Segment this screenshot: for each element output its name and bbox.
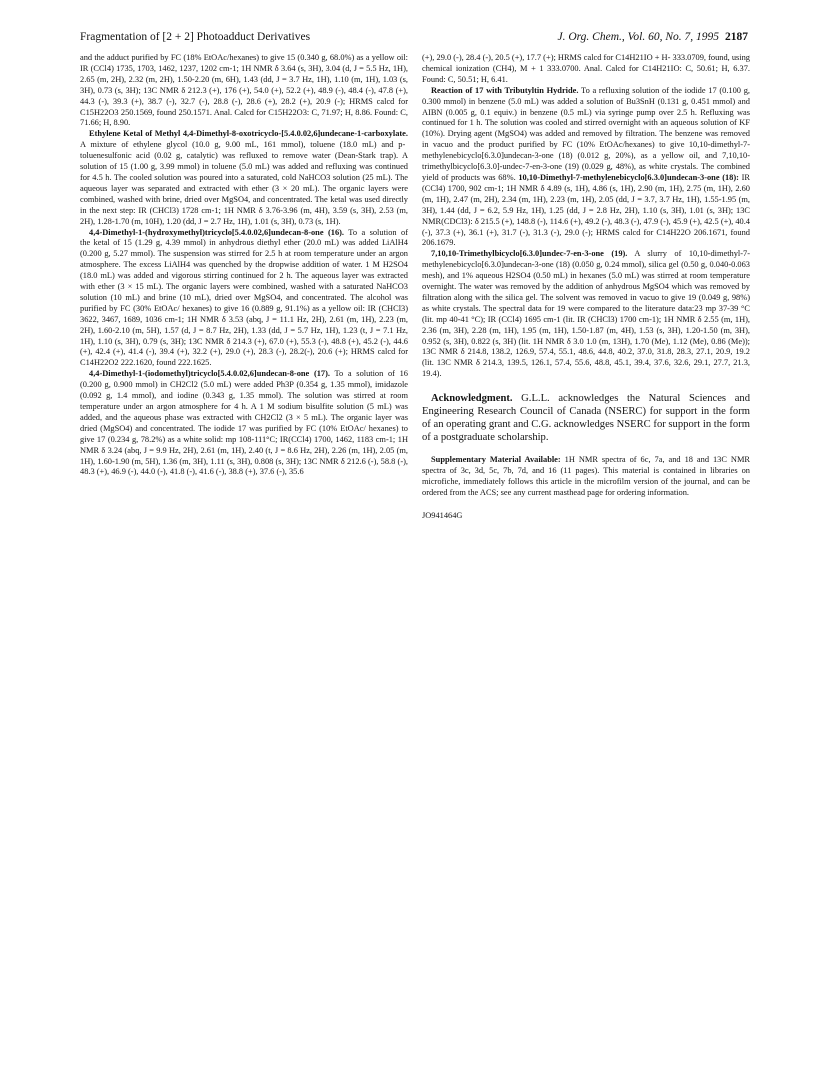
- document-id: JO941464G: [422, 510, 463, 520]
- supplementary-material: [422, 455, 750, 499]
- procedure-text: A slurry of 10,10-dimethyl-7-methylenebicyclo[6.3.0]undecan-3-one (18) (0.050 g, 0.24 mmol), silica gel (0.50 g, 0.040-0.063 mesh), and 1% aqueous H2SO4 (0.50 mL) in hexanes (5.0 mL) was stirred at room temperature overnight. The water was removed by the addition of anhydrous MgSO4 which was removed by filtration along with the silica gel. The solvent was removed in vacuo to give 19 (0.049 g, 98%) as white crystals. The spectral data for 19 were compared to the literature data:23 mp 37-39 °C (lit. mp 40-41 °C); IR (CCl4) 1695 cm-1 (lit. IR (CHCl3) 1700 cm-1); 1H NMR δ 2.55 (m, 1H), 2.36 (m, 3H), 2.28 (m, 1H), 1.95 (m, 1H), 1.50-1.87 (m, 4H), 1.53 (s, 3H), 1.20-1.50 (m, 3H), 0.952 (s, 3H), 0.822 (s, 3H) (lit. 1H NMR δ 3.0 1.0 (m, 13H), 1.70 (Me), 1.12 (Me), 0.86 (Me)); 13C NMR δ 214.8, 138.2, 126.9, 57.4, 55.1, 48.6, 44.8, 40.2, 37.0, 31.8, 28.3, 27.1, 20.9, 19.2 (lit. 13C NMR δ 214.3, 139.5, 126.1, 57.4, 55.6, 48.8, 45.1, 39.4, 37.6, 32.6, 29.1, 27.7, 21.3, 19.4).: [422, 249, 751, 379]
- supp-text: 1H NMR spectra of 6c, 7a, and 18 and 13C NMR spectra of 3c, 3d, 5c, 7b, 7d, and 16 (11 pages). This material is contained in libraries on microfiche, immediately follows this article in the microfilm version of the journal, and can be ordered from the ACS; see any current masthead page for ordering information.: [422, 455, 751, 497]
- compound-heading: Reaction of 17 with Tributyltin Hydride.: [431, 85, 579, 95]
- compound-heading: 4,4-Dimethyl-1-(iodomethyl)tricyclo[5.4.0.02,6]undecan-8-one (17).: [89, 369, 330, 379]
- right-column: [422, 53, 750, 522]
- paragraph: (+), 29.0 (-), 28.4 (-), 20.5 (+), 17.7 (+); HRMS calcd for C14H21IO + H- 333.0709, found, using chemical ionization (CH4), M + 1 333.0700. Anal. Calcd for C14H21IO: C, 50.61; H, 6.37. Found: C, 50.51; H, 6.41.: [422, 53, 750, 84]
- ack-heading: Acknowledgment.: [431, 393, 513, 405]
- supp-heading: Supplementary Material Available:: [431, 455, 561, 465]
- experimental-entry: [80, 369, 408, 478]
- left-column: [80, 53, 408, 478]
- compound-heading: 7,10,10-Trimethylbicyclo[6.3.0]undec-7-en-3-one (19).: [431, 249, 628, 259]
- experimental-entry: [422, 249, 750, 380]
- acknowledgment: [422, 392, 750, 444]
- page-number: 2187: [725, 31, 748, 43]
- experimental-entry: [422, 86, 750, 250]
- experimental-entry: [80, 129, 408, 227]
- compound-heading: 10,10-Dimethyl-7-methylenebicyclo[6.3.0]undecan-3-one (18):: [518, 172, 739, 182]
- paragraph: and the adduct purified by FC (18% EtOAc/hexanes) to give 15 (0.340 g, 68.0%) as a yellow oil: IR (CCl4) 1735, 1703, 1462, 1237, 1202 cm-1; 1H NMR δ 3.64 (s, 3H), 3.04 (d, J = 5.5 Hz, 1H), 2.65 (m, 2H), 2.32 (m, 2H), 1.50-2.20 (m, 6H), 1.43 (dd, J = 3.7 Hz, 1H), 1.10 (m, 1H), 1.03 (s, 3H), 0.73 (s, 3H); 13C NMR δ 212.3 (+), 176 (+), 54.0 (+), 52.2 (+), 48.9 (-), 48.4 (-), 47.8 (+), 44.3 (-), 39.3 (+), 38.7 (-), 32.7 (-), 28.8 (-), 28.6 (+), 28.2 (+), 20.9 (-); HRMS calcd for C15H22O3 250.1569, found 250.1571. Anal. Calcd for C15H22O3: C, 71.97; H, 8.86. Found: C, 71.66; H, 8.90.: [80, 53, 408, 128]
- compound-heading: Ethylene Ketal of Methyl 4,4-Dimethyl-8-oxotricyclo-[5.4.0.02,6]undecane-1-carboxylate.: [89, 129, 408, 139]
- ack-text: G.L.L. acknowledges the Natural Sciences and Engineering Research Council of Canada (NSERC) for support in the form of an operating grant and C.G. acknowledges NSERC for support in the form of a postgraduate scholarship.: [422, 393, 750, 444]
- procedure-text: A mixture of ethylene glycol (10.0 g, 9.00 mL, 161 mmol), toluene (18.0 mL) and p-toluenesulfonic acid (0.02 g, catalytic) was refluxed to remove water (Dean-Stark trap). A solution of 15 (1.00 g, 3.99 mmol) in toluene (5.0 mL) was added and refluxing was continued for 4.5 h. The cooled solution was poured into a saturated, cold NaHCO3 solution (25 mL). The aqueous layer was separated and extracted with ether (3 × 20 mL). The organic layers were combined, washed with brine, dried over MgSO4, and concentrated. The ketal was used directly in the next step: IR (CHCl3) 1728 cm-1; 1H NMR δ 3.76-3.96 (m, 4H), 3.59 (s, 3H), 2.53 (m, 2H), 1.28-1.70 (m, 10H), 1.20 (dd, J = 2.7 Hz, 1H), 1.01 (s, 3H), 0.73 (s, 1H).: [80, 140, 408, 226]
- running-title: Fragmentation of [2 + 2] Photoadduct Derivatives: [80, 31, 311, 43]
- procedure-text: To a refluxing solution of the iodide 17 (0.100 g, 0.300 mmol) in benzene (5.0 mL) was added a solution of Bu3SnH (0.131 g, 0.451 mmol) and AIBN (0.005 g, 0.1 equiv.) in benzene (0.5 mL) via syringe pump over 2.5 h. Refluxing was continued for 1 h. The solution was cooled and stirred overnight with an aqueous solution of KF (10%). Drying agent (MgSO4) was added and removed by filtration. The benzene was removed in vacuo and the product purified by FC (10% EtOAc/hexanes) to give 10,10-dimethyl-7-methylenebicyclo[6.3.0]undecan-3-one (18) (0.012 g, 20%), as a yellow oil, and 7,10,10-trimethylbicyclo[6.3.0]-undec-7-en-3-one (19) (0.029 g, 48%), as white crystals. The combined yield of products was 68%.: [422, 85, 750, 182]
- journal-citation: J. Org. Chem., Vol. 60, No. 7, 1995: [557, 31, 719, 43]
- page-header: [80, 31, 748, 47]
- procedure-text: IR (CCl4) 1700, 902 cm-1; 1H NMR δ 4.89 (s, 1H), 4.86 (s, 1H), 2.90 (m, 1H), 2.75 (m, 1H), 2.60 (m, 1H), 2.47 (m, 2H), 2.34 (m, 1H), 2.23 (m, 1H), 2.05 (dd, J = 3.7, 3.7 Hz, 1H), 1.55-1.95 (m, 3H), 1.44 (dd, J = 6.2, 5.9 Hz, 1H), 1.25 (dd, J = 2.8 Hz, 2H), 1.10 (s, 3H), 1.01 (s, 3H); 13C NMR(CDCl3): δ 215.5 (+), 148.8 (-), 114.6 (+), 49.2 (-), 48.3 (-), 47.9 (-), 45.9 (+), 42.5 (+), 40.4 (-), 37.3 (+), 36.1 (+), 31.7 (-), 31.3 (-), 29.0 (-); HRMS calcd for C14H22O 206.1671, found 206.1679.: [422, 172, 750, 248]
- procedure-text: To a solution of 16 (0.200 g, 0.900 mmol) in CH2Cl2 (5.0 mL) were added Ph3P (0.354 g, 1.35 mmol), imidazole (0.092 g, 1.4 mmol), and iodine (0.343 g, 1.35 mmol). The solution was stirred at room temperature under an argon atmosphere for 4 h. A 1 M sodium bisulfite solution (5 mL) was added, and the aqueous phase was extracted with CH2Cl2 (3 × 5 mL). The organic layer was dried (MgSO4) and concentrated. The iodide 17 was purified by FC (10% EtOAc/ hexanes) to give 17 (0.234 g, 78.2%) as a white solid: mp 108-111°C; IR(CCl4) 1700, 1462, 1183 cm-1; 1H NMR δ 3.24 (abq, J = 9.9 Hz, 2H), 2.61 (m, 1H), 2.40 (t, J = 8.6 Hz, 2H), 2.26 (m, 1H), 2.05 (m, 1H), 1.60-1.90 (m, 5H), 1.36 (m, 3H), 1.11 (s, 3H), 0.808 (s, 3H); 13C NMR δ 212.6 (-), 58.8 (-), 48.3 (+), 46.9 (-), 44.0 (-), 41.8 (-), 41.6 (-), 38.8 (+), 37.6 (-), 35.6: [80, 369, 408, 477]
- compound-heading: 4,4-Dimethyl-1-(hydroxymethyl)tricyclo[5.4.0.02,6]undecan-8-one (16).: [89, 227, 345, 237]
- procedure-text: To a solution of the ketal of 15 (1.29 g, 4.39 mmol) in anhydrous diethyl ether (20.0 mL) was added LiAlH4 (0.200 g, 5.27 mmol). The suspension was stirred for 2.5 h at room temperature under an argon atmosphere. The excess LiAlH4 was quenched by the dropwise addition of water. 1 M H2SO4 (18.0 mL) was added and vigorous stirring continued for 2 h. The aqueous layer was extracted with ether (3 × 15 mL). The organic layers were combined, washed with a saturated NaHCO3 solution (10 mL) and brine (10 mL), dried over MgSO4, and concentrated. The alcohol was purified by FC (30% EtOAc/ hexanes) to give 16 (0.889 g, 91.1%) as a yellow oil: IR (CHCl3) 3622, 3467, 1689, 1036 cm-1; 1H NMR δ 3.53 (abq, J = 11.1 Hz, 2H), 2.61 (m, 1H), 2.23 (m, 2H), 1.60-2.10 (m, 5H), 1.57 (d, J = 8.7 Hz, 2H), 1.33 (dd, J = 5.7 Hz, 1H), 1.23 (t, J = 7.1 Hz, 1H), 1.10 (s, 3H), 0.79 (s, 3H); 13C NMR δ 214.3 (+), 67.0 (+), 55.3 (-), 48.8 (+), 45.2 (-), 44.6 (+), 42.4 (+), 41.4 (-), 39.4 (+), 32.2 (+), 29.0 (+), 28.3 (-), 28.2(-), 20.6 (+); HRMS calcd for C14H22O2 222.1620, found 222.1625.: [80, 227, 409, 368]
- experimental-entry: [80, 228, 408, 370]
